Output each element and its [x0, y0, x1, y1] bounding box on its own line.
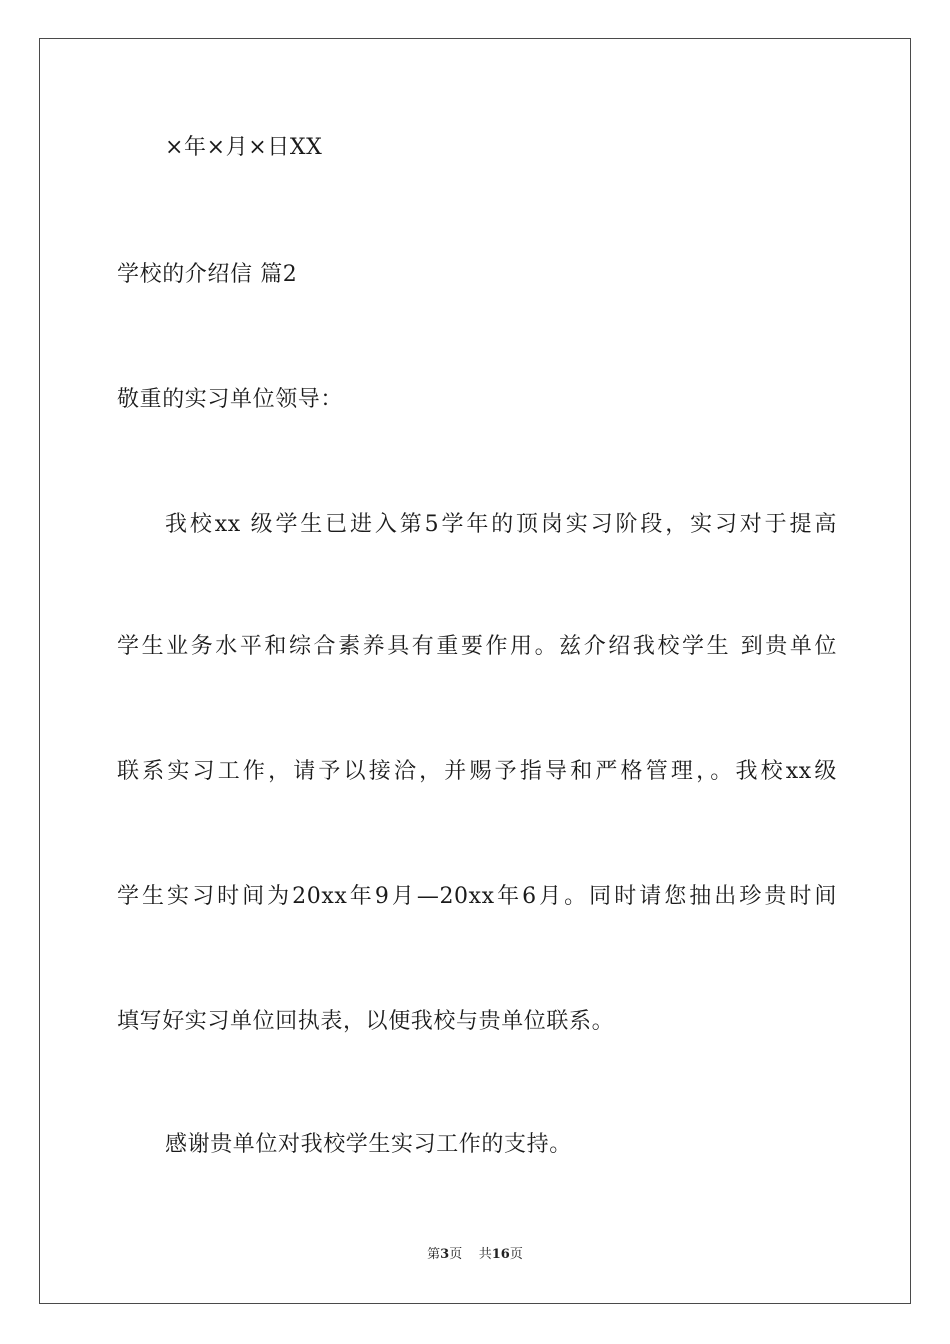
- page-prefix: 第: [427, 1247, 441, 1262]
- paragraph-line: 我校xx 级学生已进入第5学年的顶岗实习阶段，实习对于提高: [165, 512, 837, 537]
- page-suffix: 页: [449, 1247, 463, 1262]
- total-suffix: 页: [509, 1247, 523, 1262]
- section-heading: 学校的介绍信 篇2: [117, 262, 298, 287]
- paragraph-line: 学生业务水平和综合素养具有重要作用。兹介绍我校学生 到贵单位: [117, 634, 837, 659]
- page-border: [39, 38, 911, 1304]
- page-current: 3: [440, 1247, 450, 1262]
- paragraph-line: 学生实习时间为20xx年9月—20xx年6月。同时请您抽出珍贵时间: [117, 884, 837, 909]
- page-footer: [0, 1246, 950, 1264]
- paragraph-line: 填写好实习单位回执表，以便我校与贵单位联系。: [117, 1009, 615, 1034]
- page-total: 16: [491, 1247, 510, 1262]
- total-prefix: 共: [478, 1247, 492, 1262]
- closing-paragraph: 感谢贵单位对我校学生实习工作的支持。: [165, 1132, 572, 1157]
- date-line: ×年×月×日XX: [165, 135, 323, 160]
- salutation: 敬重的实习单位领导：: [117, 387, 344, 412]
- paragraph-line: 联系实习工作，请予以接洽，并赐予指导和严格管理，。我校xx级: [117, 759, 837, 784]
